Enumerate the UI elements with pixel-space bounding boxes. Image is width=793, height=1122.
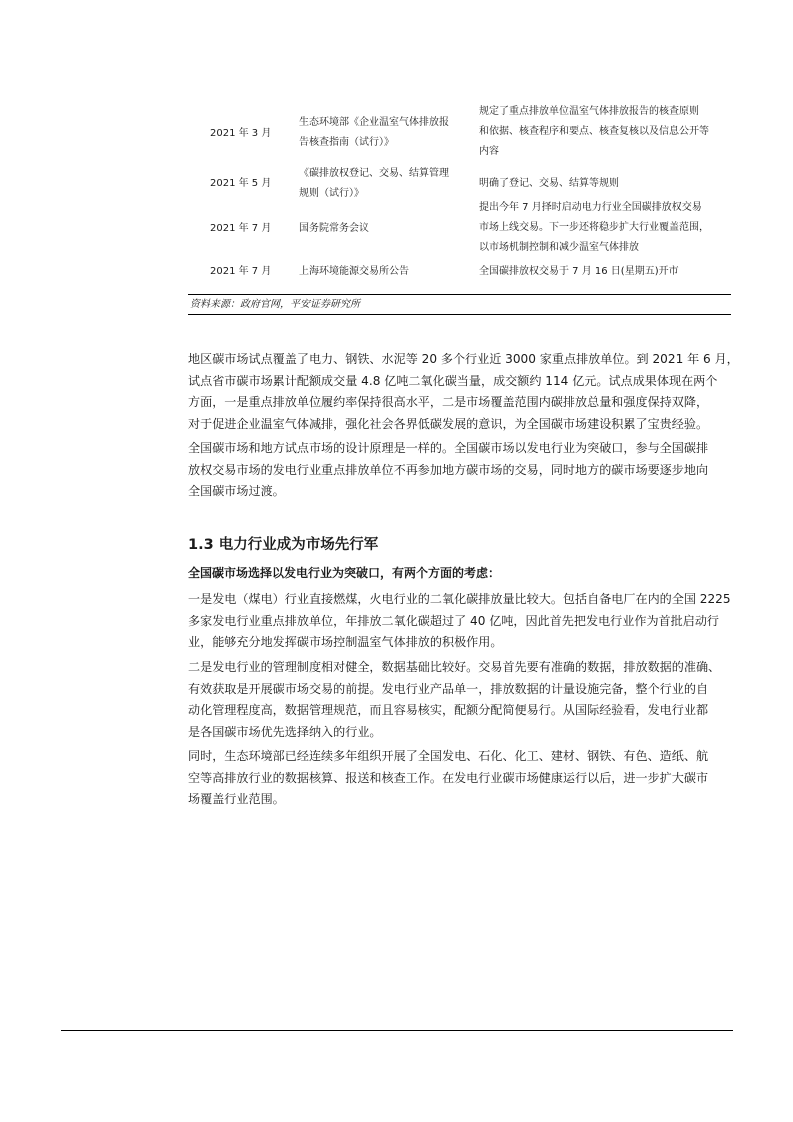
row-date: 2021 年 7 月 xyxy=(210,266,272,277)
row-source: 上海环境能源交易所公告 xyxy=(299,266,409,277)
row-description: 全国碳排放权交易于 7 月 16 日(星期五)开市 xyxy=(479,266,679,277)
body-paragraph: 一是发电（煤电）行业直接燃煤，火电行业的二氧化碳排放量比较大。包括自备电厂在内的全国 2225 多家发电行业重点排放单位，年排放二氧化碳超过了 40 亿吨，因此首先把发电行业作为首批启动行 业，能够充分地发挥碳市场控制温室气体排放的积极作用。 xyxy=(188,592,731,649)
row-source: 生态环境部《企业温室气体排放报 告核查指南（试行）》 xyxy=(299,117,449,148)
row-date: 2021 年 3 月 xyxy=(210,128,272,139)
section-title: 1.3 电力行业成为市场先行军 xyxy=(188,537,379,553)
body-paragraph: 全国碳市场和地方试点市场的设计原理是一样的。全国碳市场以发电行业为突破口，参与全国碳排 放权交易市场的发电行业重点排放单位不再参加地方碳市场的交易，同时地方的碳市场要逐步地向 全国碳市场过渡。 xyxy=(188,441,709,498)
body-paragraph: 同时，生态环境部已经连续多年组织开展了全国发电、石化、化工、建材、钢铁、有色、造纸、航 空等高排放行业的数据核算、报送和核查工作。在发电行业碳市场健康运行以后，进一步扩大碳市 场覆盖行业范围。 xyxy=(188,749,709,806)
sub-heading: 全国碳市场选择以发电行业为突破口，有两个方面的考虑： xyxy=(188,566,501,580)
source-bottom-rule xyxy=(188,314,731,315)
footer-rule xyxy=(61,1030,733,1031)
row-description: 规定了重点排放单位温室气体排放报告的核查原则 和依据、核查程序和要点、核查复核以及信息公开等 内容 xyxy=(479,106,709,157)
body-paragraph: 地区碳市场试点覆盖了电力、钢铁、水泥等 20 多个行业近 3000 家重点排放单位。到 2021 年 6 月， 试点省市碳市场累计配额成交量 4.8 亿吨二氧化碳当量，成交额约 114 亿元。试点成果体现在两个 方面，一是重点排放单位履约率保持很高水平，二是市场覆盖范围内碳排放总量和强度保持双降， 对于促进企业温室气体减排，强化社会各界低碳发展的意识，为全国碳市场建设积累了宝贵经验。 xyxy=(188,352,739,431)
row-description: 提出今年 7 月择时启动电力行业全国碳排放权交易 市场上线交易。下一步还将稳步扩大行业覆盖范围， 以市场机制控制和减少温室气体排放 xyxy=(479,202,709,253)
source-note: 资料来源：政府官网，平安证券研究所 xyxy=(190,299,360,310)
row-date: 2021 年 5 月 xyxy=(210,178,272,189)
row-date: 2021 年 7 月 xyxy=(210,223,272,234)
table-bottom-rule xyxy=(188,294,731,295)
body-paragraph: 二是发电行业的管理制度相对健全，数据基础比较好。交易首先要有准确的数据，排放数据的准确、 有效获取是开展碳市场交易的前提。发电行业产品单一，排放数据的计量设施完备，整个行业的自 动化管理程度高，数据管理规范，而且容易核实，配额分配简便易行。从国际经验看，发电行业都 是各国碳市场优先选择纳入的行业。 xyxy=(188,660,721,739)
row-source: 《碳排放权登记、交易、结算管理 规则（试行）》 xyxy=(299,168,449,199)
row-description: 明确了登记、交易、结算等规则 xyxy=(479,178,619,189)
row-source: 国务院常务会议 xyxy=(299,223,369,234)
